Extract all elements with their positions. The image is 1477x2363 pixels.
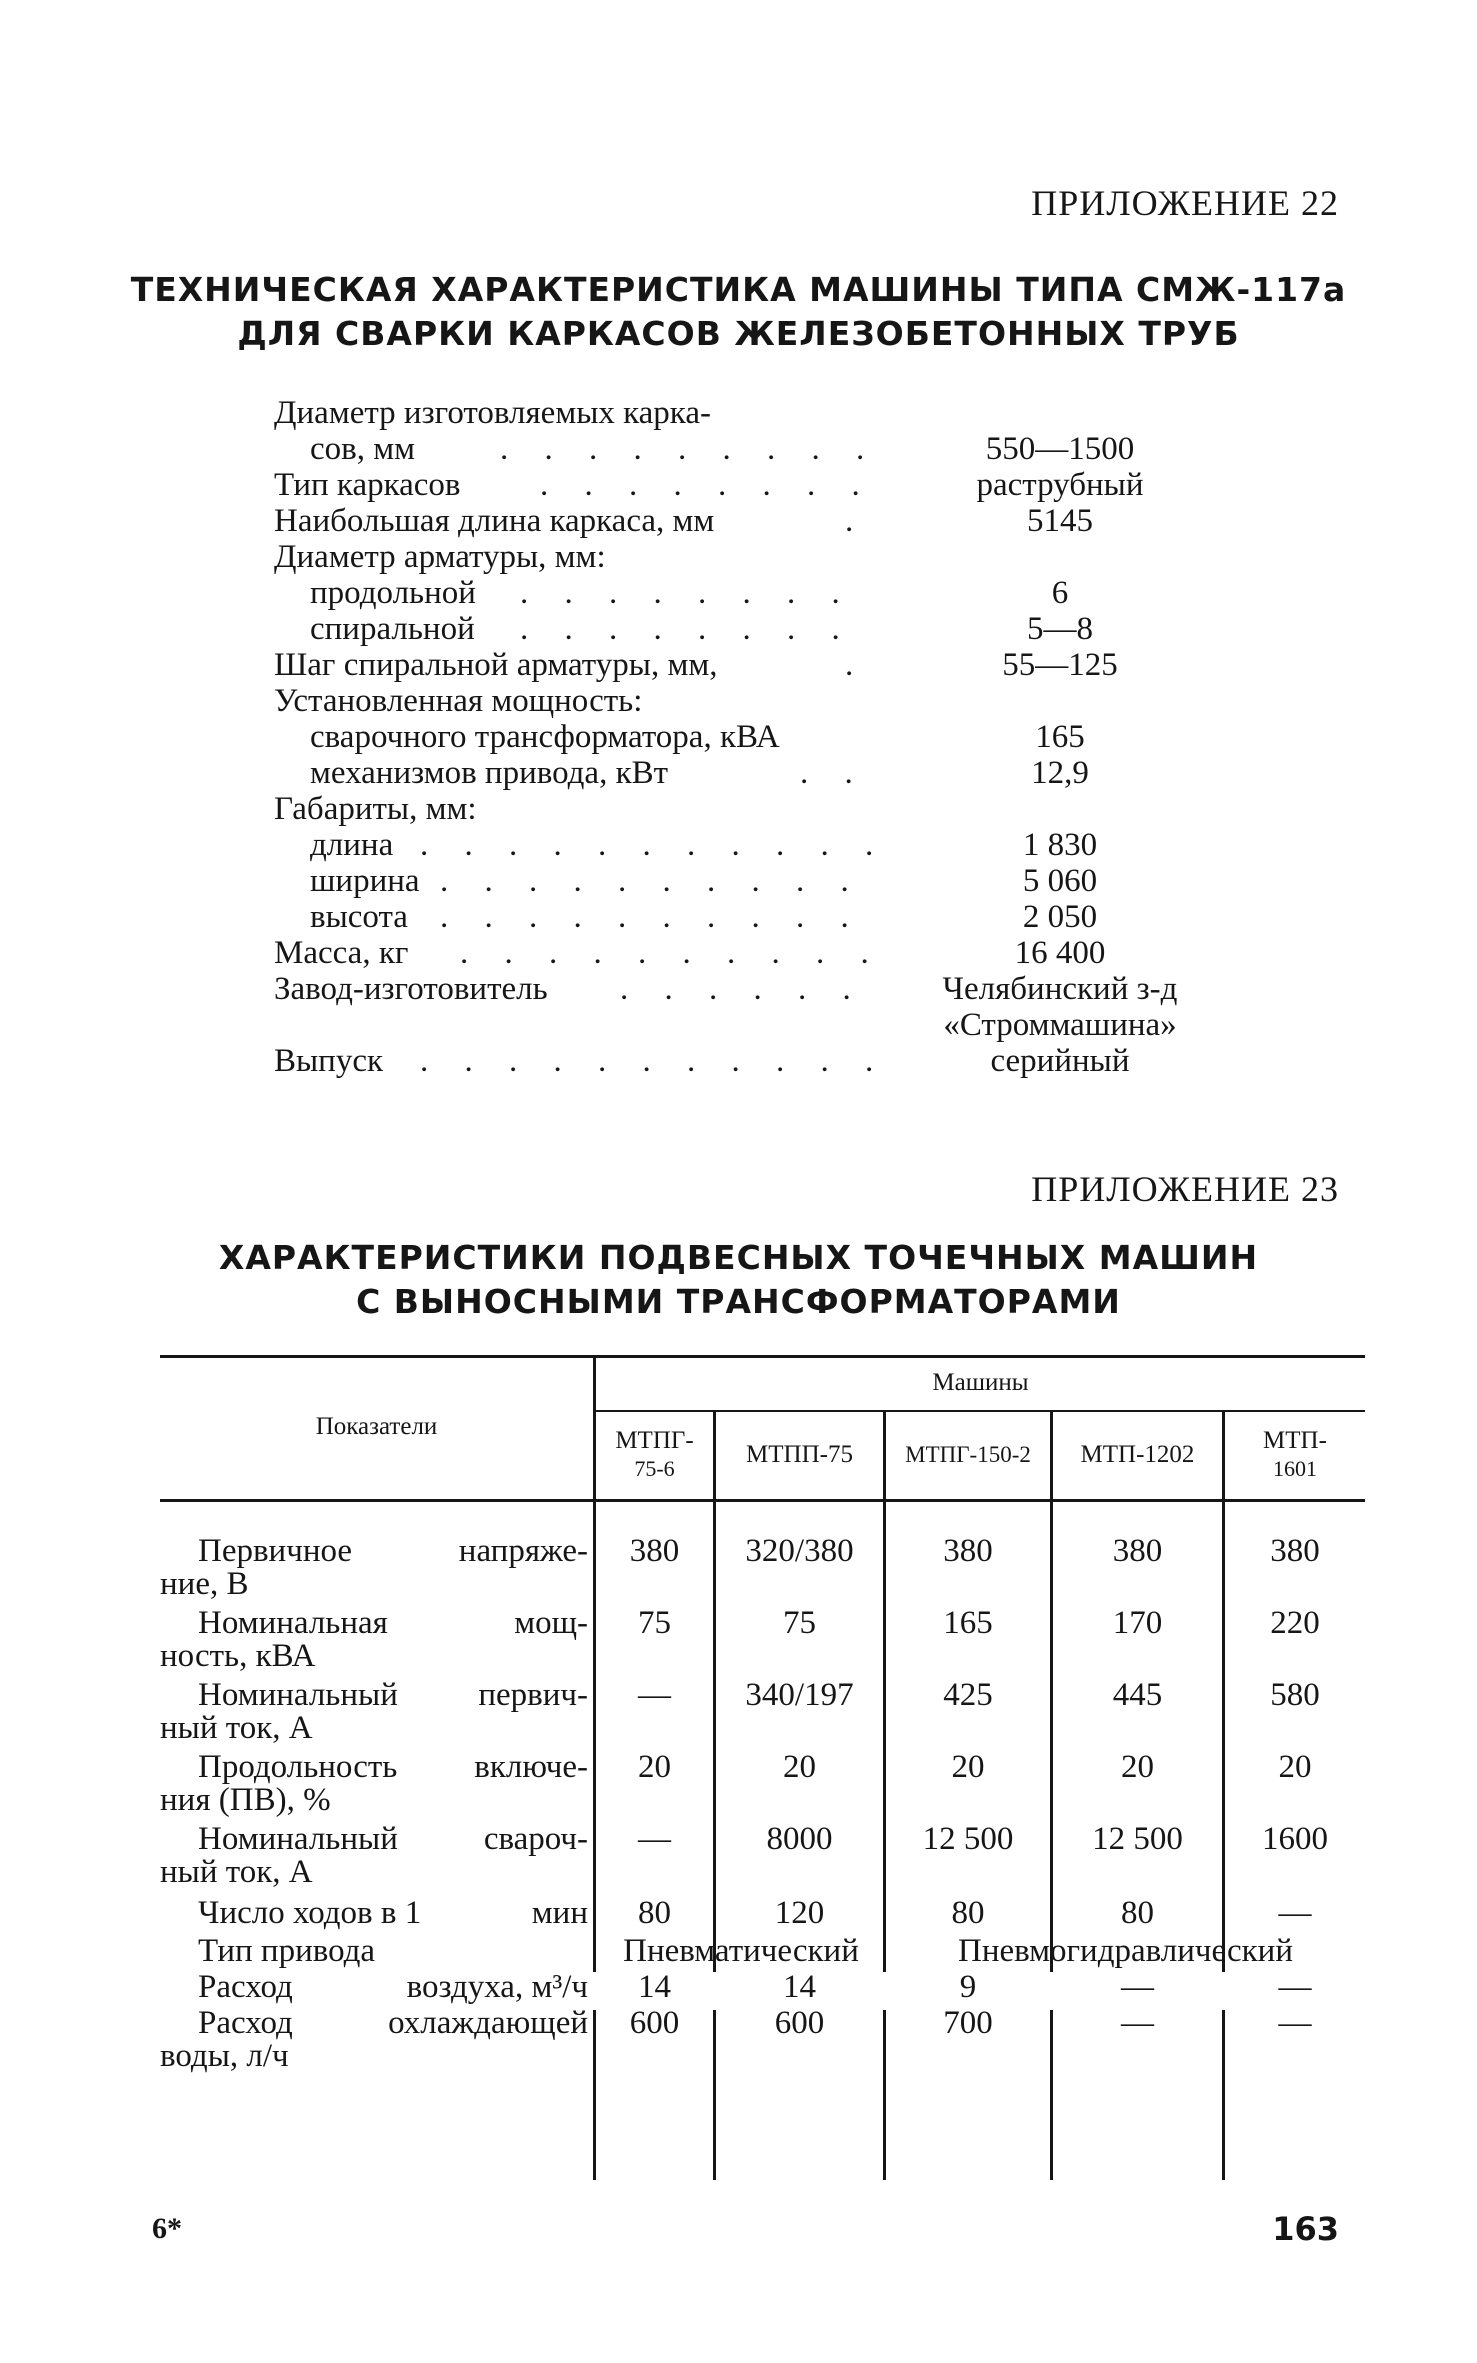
- table-cell: 80: [951, 1895, 985, 1931]
- table-cell: 20: [783, 1749, 816, 1785]
- spec-transformer: сварочного трансформатора, кВА: [310, 719, 780, 755]
- page-number: 163: [1272, 2210, 1339, 2248]
- table-cell: 445: [1112, 1677, 1163, 1713]
- table-cell: 380: [1270, 1533, 1320, 1569]
- spec-transformer-value: 165: [1035, 719, 1085, 755]
- spec-power: Установленная мощность:: [274, 683, 643, 719]
- spec-release-value: серийный: [990, 1043, 1130, 1079]
- table-cell: 12 500: [922, 1821, 1014, 1857]
- leader-dots: . . . . . . . . . .: [440, 899, 863, 935]
- table-top-rule: [160, 1355, 1365, 1358]
- table-cell: 170: [1112, 1605, 1163, 1641]
- row-label-text: напряже-: [458, 1533, 588, 1569]
- spec-longitudinal-value: 6: [1051, 575, 1069, 611]
- row-label-text: ность, кВА: [160, 1638, 316, 1674]
- title-line-2: С ВЫНОСНЫМИ ТРАНСФОРМАТОРАМИ: [356, 1282, 1121, 1321]
- spec-maker-value-2: «Строммашина»: [943, 1007, 1177, 1043]
- machine-model: 1601: [1273, 1456, 1317, 1481]
- spec-diameter-line1: Диаметр изготовляемых карка-: [274, 395, 711, 431]
- spec-type-value: раструбный: [976, 467, 1144, 503]
- air-cell: 14: [783, 1969, 816, 2005]
- table-cell: 580: [1270, 1677, 1320, 1713]
- table-cell: 425: [943, 1677, 993, 1713]
- air-cell: 14: [638, 1969, 671, 2005]
- row-label: [160, 1607, 588, 1673]
- row-label-text: мин: [531, 1895, 588, 1931]
- row-label-text: ный ток, А: [160, 1710, 313, 1746]
- row-label-text: ный ток, А: [160, 1854, 313, 1890]
- spec-dim-length-value: 1 830: [1022, 827, 1098, 863]
- spec-pitch: Шаг спиральной арматуры, мм,: [274, 647, 718, 683]
- water-cell: 600: [774, 2005, 825, 2041]
- water-cell: —: [1121, 2005, 1154, 2041]
- leader-dots: . . . . . . . .: [520, 611, 854, 647]
- spec-drive: механизмов привода, кВт: [310, 755, 669, 791]
- machine-header-4: МТП-1202: [1080, 1441, 1195, 1468]
- table-cell: —: [1278, 1895, 1312, 1931]
- table-cell: —: [638, 1677, 671, 1713]
- row-label-text: Номинальная: [198, 1605, 388, 1641]
- row-label: [160, 1535, 588, 1601]
- machine-header-5: [1225, 1427, 1365, 1483]
- spec-diameter-value: 550—1500: [985, 431, 1135, 467]
- air-cell: —: [1278, 1969, 1312, 2005]
- leader-dots: . .: [800, 755, 867, 791]
- spec-release: Выпуск: [274, 1043, 384, 1079]
- row-label-text: Продольность: [198, 1749, 398, 1785]
- machine-name: МТПГ-: [615, 1427, 694, 1454]
- drive-pneumohydraulic: Пневмогидравлический: [957, 1933, 1293, 1969]
- row-label-text: воды, л/ч: [160, 2038, 289, 2074]
- spec-length: Наибольшая длина каркаса, мм: [274, 503, 715, 539]
- table-cell: —: [638, 1821, 671, 1857]
- row-label: [160, 1679, 588, 1745]
- machine-model: 75-6: [634, 1456, 675, 1481]
- spec-list: [0, 0, 1477, 1100]
- title-line-1: ТЕХНИЧЕСКАЯ ХАРАКТЕРИСТИКА МАШИНЫ ТИПА СМЖ-117а: [130, 270, 1347, 309]
- drive-pneumatic: Пневматический: [623, 1933, 859, 1969]
- spec-dims: Габариты, мм:: [274, 791, 477, 827]
- table-cell: 20: [951, 1749, 985, 1785]
- spec-width-value: 5 060: [1022, 863, 1098, 899]
- title-line-1: ХАРАКТЕРИСТИКИ ПОДВЕСНЫХ ТОЧЕЧНЫХ МАШИН: [218, 1238, 1259, 1277]
- air-cell: —: [1121, 1969, 1154, 2005]
- leader-dots: . . . . . . . .: [540, 467, 874, 503]
- spec-mass: Масса, кг: [274, 935, 409, 971]
- header-divider: [596, 1410, 1365, 1412]
- signature-mark: 6*: [152, 2212, 182, 2245]
- spec-length-value: 5145: [1027, 503, 1093, 539]
- row-label-text: Номинальный: [198, 1677, 398, 1713]
- table-cell: 380: [629, 1533, 680, 1569]
- spec-spiral-value: 5—8: [1027, 611, 1093, 647]
- spec-maker: Завод-изготовитель: [274, 971, 548, 1007]
- header-machines: Машины: [932, 1369, 1029, 1396]
- spec-height-value: 2 050: [1022, 899, 1098, 935]
- table-cell: 80: [638, 1895, 671, 1931]
- row-label-drive: [160, 1935, 588, 1968]
- machine-header-1: [596, 1427, 713, 1483]
- machine-header-2: МТПП-75: [746, 1441, 853, 1468]
- machine-header-3: МТПГ-150-2: [905, 1442, 1031, 1467]
- leader-dots: .: [845, 503, 868, 539]
- spec-drive-value: 12,9: [1031, 755, 1089, 791]
- spec-type: Тип каркасов: [274, 467, 461, 503]
- row-label-text: воздуха, м³/ч: [406, 1969, 588, 2005]
- spec-diameter-line2: сов, мм: [310, 431, 415, 467]
- row-label: [160, 1897, 588, 1930]
- water-cell: —: [1278, 2005, 1312, 2041]
- spec-mass-value: 16 400: [1014, 935, 1106, 971]
- table-cell: 20: [1121, 1749, 1154, 1785]
- table-cell: 340/197: [745, 1677, 854, 1713]
- spec-maker-value-1: Челябинский з-д: [942, 971, 1178, 1007]
- table-cell: 20: [638, 1749, 671, 1785]
- machine-name: МТП-: [1263, 1427, 1327, 1454]
- table-cell: 165: [943, 1605, 993, 1641]
- row-label-text: мощ-: [514, 1605, 588, 1641]
- row-label-text: ния (ПВ), %: [160, 1782, 331, 1818]
- row-label-water: [160, 2007, 588, 2073]
- row-label-air: [160, 1971, 588, 2004]
- row-label-text: Число ходов в 1: [198, 1895, 422, 1931]
- water-cell: 700: [943, 2005, 993, 2041]
- row-label-text: включе-: [474, 1749, 588, 1785]
- table-cell: 120: [774, 1895, 825, 1931]
- spec-height: высота: [310, 899, 408, 935]
- leader-dots: .: [845, 647, 868, 683]
- row-label: [160, 1823, 588, 1889]
- spec-width: ширина: [310, 863, 420, 899]
- appendix-23-title: [0, 1236, 1477, 1324]
- machines-table: [160, 1355, 1365, 2180]
- title-line-2: ДЛЯ СВАРКИ КАРКАСОВ ЖЕЛЕЗОБЕТОННЫХ ТРУБ: [237, 314, 1240, 353]
- row-label-text: свароч-: [483, 1821, 588, 1857]
- table-cell: 8000: [766, 1821, 833, 1857]
- leader-dots: . . . . . . . . . .: [440, 863, 863, 899]
- table-cell: 1600: [1262, 1821, 1328, 1857]
- spec-pitch-value: 55—125: [1002, 647, 1118, 683]
- row-label-text: Номинальный: [198, 1821, 398, 1857]
- row-label-text: ние, В: [160, 1566, 249, 1602]
- leader-dots: . . . . . . . . . . .: [420, 827, 888, 863]
- row-label-text: Первичное: [198, 1533, 353, 1569]
- row-label-text: первич-: [478, 1677, 588, 1713]
- leader-dots: . . . . . .: [620, 971, 865, 1007]
- table-cell: 80: [1121, 1895, 1154, 1931]
- table-cell: 380: [943, 1533, 993, 1569]
- spec-spiral: спиральной: [310, 611, 475, 647]
- table-cell: 75: [783, 1605, 816, 1641]
- spec-rebar: Диаметр арматуры, мм:: [274, 539, 606, 575]
- spec-longitudinal: продольной: [310, 575, 476, 611]
- table-cell: 75: [638, 1605, 671, 1641]
- table-cell: 20: [1278, 1749, 1312, 1785]
- table-cell: 380: [1112, 1533, 1163, 1569]
- table-cell: 320/380: [745, 1533, 854, 1569]
- row-label: [160, 1751, 588, 1817]
- row-label-text: Расход: [198, 1969, 293, 2005]
- table-cell: 220: [1270, 1605, 1320, 1641]
- water-cell: 600: [629, 2005, 680, 2041]
- row-label-text: Тип привода: [198, 1933, 376, 1969]
- leader-dots: . . . . . . . . . .: [460, 935, 883, 971]
- spec-dim-length: длина: [310, 827, 394, 863]
- appendix-22-heading: ПРИЛОЖЕНИЕ 22: [1031, 183, 1339, 223]
- air-cell: 9: [959, 1969, 977, 2005]
- header-bottom-rule: [160, 1499, 1365, 1502]
- leader-dots: . . . . . . . .: [520, 575, 854, 611]
- header-indicators: Показатели: [315, 1413, 438, 1440]
- appendix-23-heading: ПРИЛОЖЕНИЕ 23: [1031, 1169, 1339, 1209]
- row-label-text: Расход: [198, 2005, 293, 2041]
- leader-dots: . . . . . . . . .: [500, 431, 879, 467]
- leader-dots: . . . . . . . . . . .: [420, 1043, 888, 1079]
- table-cell: 12 500: [1092, 1821, 1183, 1857]
- row-label-text: охлаждающей: [388, 2005, 588, 2041]
